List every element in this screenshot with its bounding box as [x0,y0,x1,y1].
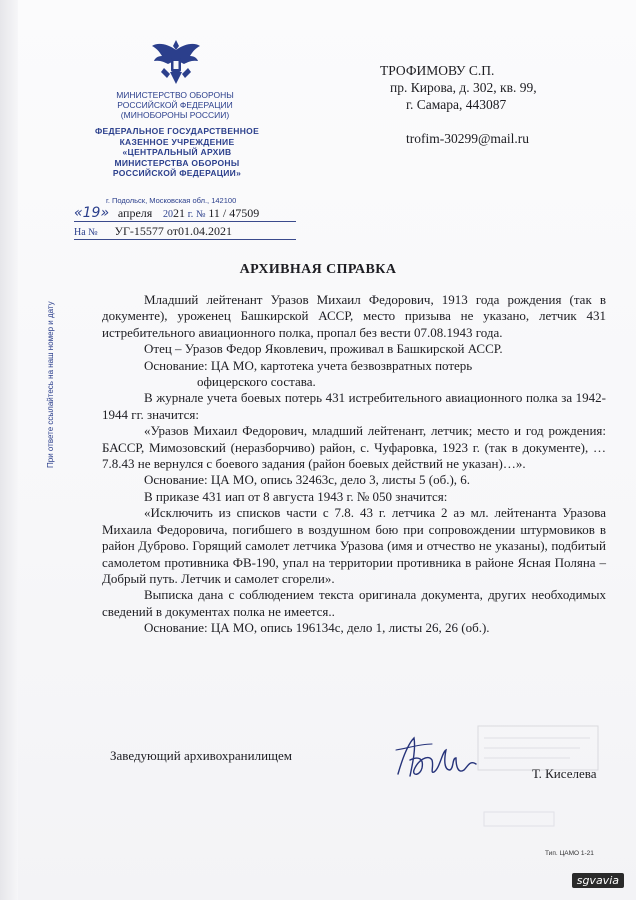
paragraph-6: Основание: ЦА МО, опись 32463с, дело 3, листы 5 (об.), 6. [144,472,471,488]
document-title: АРХИВНАЯ СПРАВКА [239,262,397,277]
recipient-street: пр. Кирова, д. 302, кв. 99, [390,80,537,95]
date-year: 21 [173,206,186,220]
institution-name: ФЕДЕРАЛЬНОЕ ГОСУДАРСТВЕННОЕ КАЗЕННОЕ УЧРЕЖДЕНИЕ «ЦЕНТРАЛЬНЫЙ АРХИВ МИНИСТЕРСТВА ОБОРОНЫ РОССИЙСКОЙ ФЕДЕРАЦИИ» [94,126,260,178]
registration-line [74,205,259,221]
signatory-position: Заведующий архивохранилищем [110,748,293,763]
number-label: № [196,209,206,220]
document-body [102,292,606,637]
reference-line [74,224,232,239]
date-year-suffix: г. [187,209,194,220]
site-watermark: sgvavia [572,873,624,888]
paragraph-3-continued: офицерского состава. [197,374,316,390]
paragraph-1: Младший лейтенант Уразов Михаил Федорович, 1913 года рождения (так в документе), уроженец Башкирской АССР, место призыва не указано, летчик 431 истребительного авиационного полка, пропал без вести 07.08.1943 года. [102,292,606,340]
paragraph-5: «Уразов Михаил Федорович, младший лейтенант, летчик; место и год рождения: БАССР, Мимозовский (неразборчиво) район, с. Чуфаровка, 1923 г. (так в документе), …7.8.43 не вернулся с боевого задания (район боевых действий не указан)…». [102,423,606,472]
outgoing-number: 11 / 47509 [208,206,260,220]
registration-underline [74,221,296,222]
form-code: Тип. ЦАМО 1-21 [545,850,594,857]
reference-underline [74,239,296,240]
recipient-block [380,62,610,147]
paragraph-10: Основание: ЦА МО, опись 196134с, дело 1, листы 26, 26 (об.). [144,620,490,636]
sender-address: г. Подольск, Московская обл., 142100 [106,196,237,205]
ministry-name: МИНИСТЕРСТВО ОБОРОНЫ РОССИЙСКОЙ ФЕДЕРАЦИИ (МИНОБОРОНЫ РОССИИ) [116,90,234,120]
eagle-emblem-icon [150,34,202,88]
reference-number: УГ-15577 от01.04.2021 [114,224,232,238]
handwritten-signature-icon [392,730,482,784]
signatory-name: Т. Киселева [532,766,597,781]
paragraph-2: Отец – Уразов Федор Яковлевич, проживал в Башкирской АССР. [144,341,503,357]
date-day: «19» [74,205,110,221]
date-year-prefix: 20 [163,209,174,220]
paragraph-3: Основание: ЦА МО, картотека учета безвозвратных потерь [144,357,473,373]
recipient-email: trofim-30299@mail.ru [406,131,530,146]
reference-label: На № [74,227,98,238]
paragraph-8: «Исключить из списков части с 7.8. 43 г. летчика 2 аэ мл. лейтенанта Уразова Михаила Федоровича, погибшего в воздушном бою при сопровождении штурмовиков в район Дуброво. Горящий самолет летчика Уразова (имя и отчество не указаны), подбитый самолетом противника ФВ-190, упал на территории противника в районе Ясная Поляна – Добрый путь. Летчик и самолет сгорели». [102,505,606,586]
date-month: апреля [117,206,153,220]
recipient-city: г. Самара, 443087 [406,97,507,112]
paragraph-9: Выписка дана с соблюдением текста оригинала документа, других необходимых сведений в документах полка не имеется.. [102,587,606,619]
paragraph-4: В журнале учета боевых потерь 431 истребительного авиационного полка за 1942-1944 гг. значится: [102,390,606,422]
paragraph-7: В приказе 431 иап от 8 августа 1943 г. № 050 значится: [144,488,448,504]
scan-edge [0,0,18,900]
recipient-name: ТРОФИМОВУ С.П. [380,63,495,78]
reply-reference-note: При ответе ссылайтесь на наш номер и дату [46,301,55,468]
